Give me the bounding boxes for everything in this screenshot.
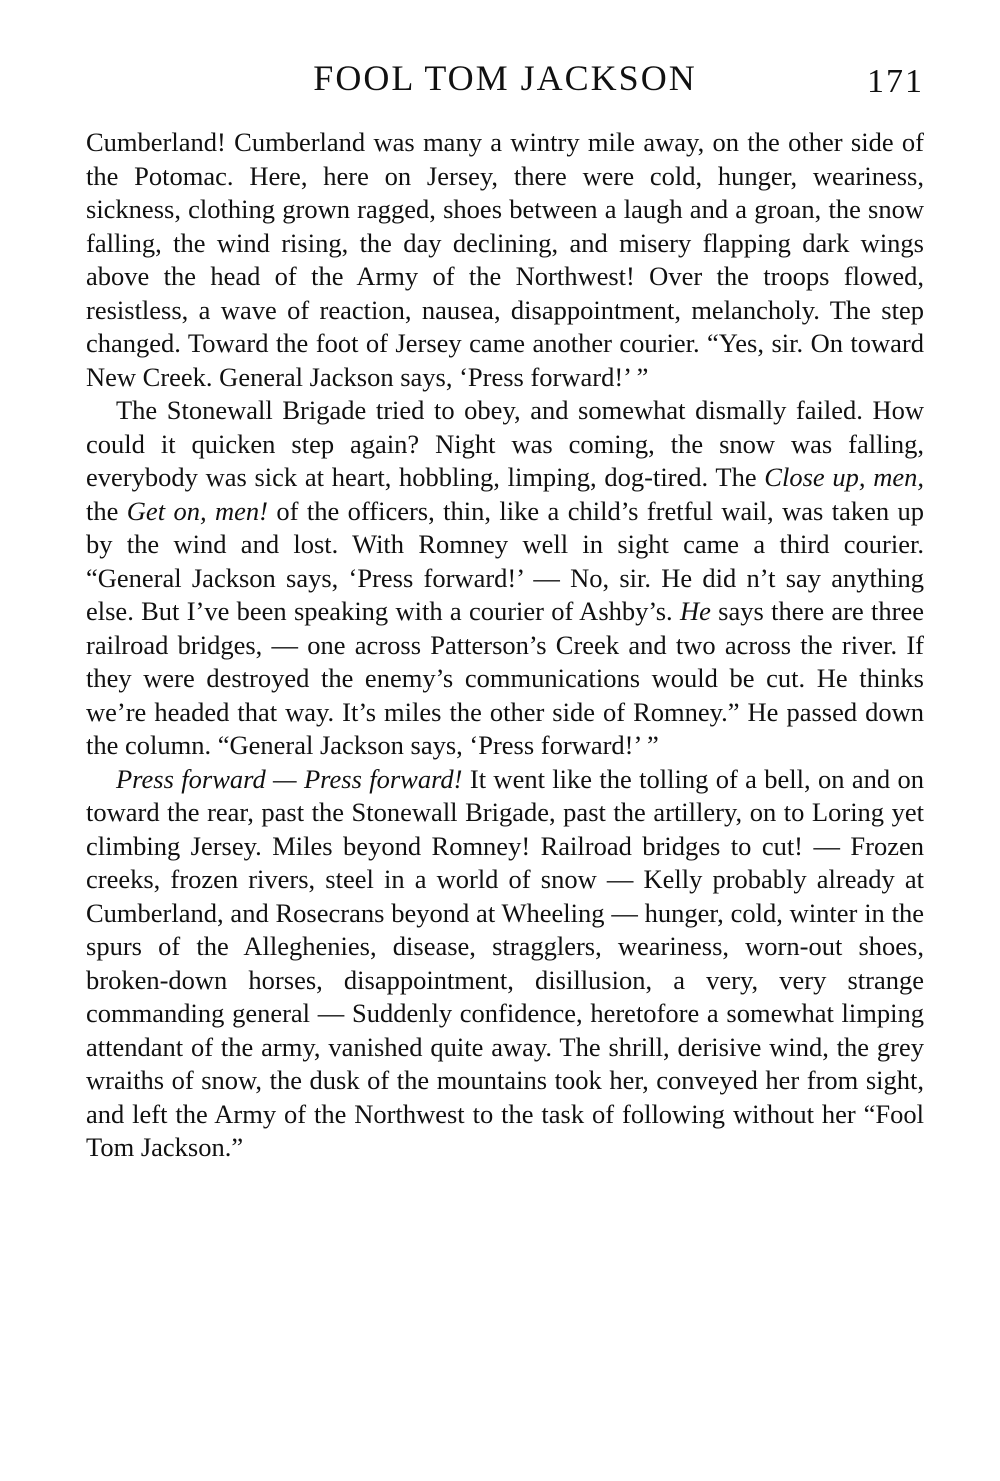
text-span: The Stonewall Brigade tried to obey, and somewhat dismally failed. How could it quicken step again? Night was coming, the snow was falling, everybody was sick at heart, hobbling, limping, dog-tired. The [86, 395, 924, 492]
text-span: It went like the tolling of a bell, on and on toward the rear, past the Stonewall Brigade, past the artillery, on to Loring yet climbing Jersey. Miles beyond Romney! Railroad bridges to cut! — Frozen creeks, frozen rivers, steel in a world of snow — Kelly probably already at Cumberland, and Rosecrans beyond at Wheeling — hunger, cold, winter in the spurs of the Alleghenies, disease, stragglers, weariness, worn-out shoes, broken-down horses, disappointment, disillusion, a very, very strange commanding general — Suddenly confidence, heretofore a somewhat limping attendant of the army, vanished quite away. The shrill, derisive wind, the grey wraiths of snow, the dusk of the mountains took her, conveyed her from sight, and left the Army of the Northwest to the task of following without her “Fool Tom Jackson.” [86, 763, 924, 1162]
running-title: FOOL TOM JACKSON [313, 58, 697, 98]
paragraph-2 [86, 394, 924, 763]
italic-phrase: Get on, men! [126, 495, 268, 526]
text-span: of the officers, thin, like a child’s fretful wail, was taken up by the wind and lost. With Romney well in sight came a third courier. “General Jackson says, ‘Press forward!’ — No, sir. He did n’t say anything else. But I’ve been speaking with a courier of Ashby’s. [86, 495, 924, 626]
body-text [86, 126, 924, 1165]
paragraph-3 [86, 763, 924, 1165]
text-span: Cumberland! Cumberland was many a wintry mile away, on the other side of the Potomac. Here, here on Jersey, there were cold, hunger, weariness, sickness, clothing grown ragged, shoes between a laugh and a groan, the snow falling, the wind rising, the day declining, and misery flapping dark wings above the head of the Army of the Northwest! Over the troops flowed, resistless, a wave of reaction, nausea, disappointment, melancholy. The step changed. Toward the foot of Jersey came another courier. “Yes, sir. On toward New Creek. General Jackson says, ‘Press forward!’ ” [86, 127, 924, 392]
italic-phrase: Close up, men, [764, 462, 924, 492]
running-head [86, 56, 924, 106]
italic-phrase: Press forward — Press forward! [116, 763, 463, 794]
italic-phrase: He [679, 596, 711, 626]
paragraph-1 [86, 126, 924, 394]
text-span: says there are three railroad bridges, — one across Patterson’s Creek and two across the river. If they were destroyed the enemy’s communications would be cut. He thinks we’re headed that way. It’s miles the other side of Romney.” He passed down the column. “General Jackson says, ‘Press forward!’ ” [86, 596, 924, 760]
page-number: 171 [867, 63, 924, 100]
text-span: the [86, 495, 127, 526]
